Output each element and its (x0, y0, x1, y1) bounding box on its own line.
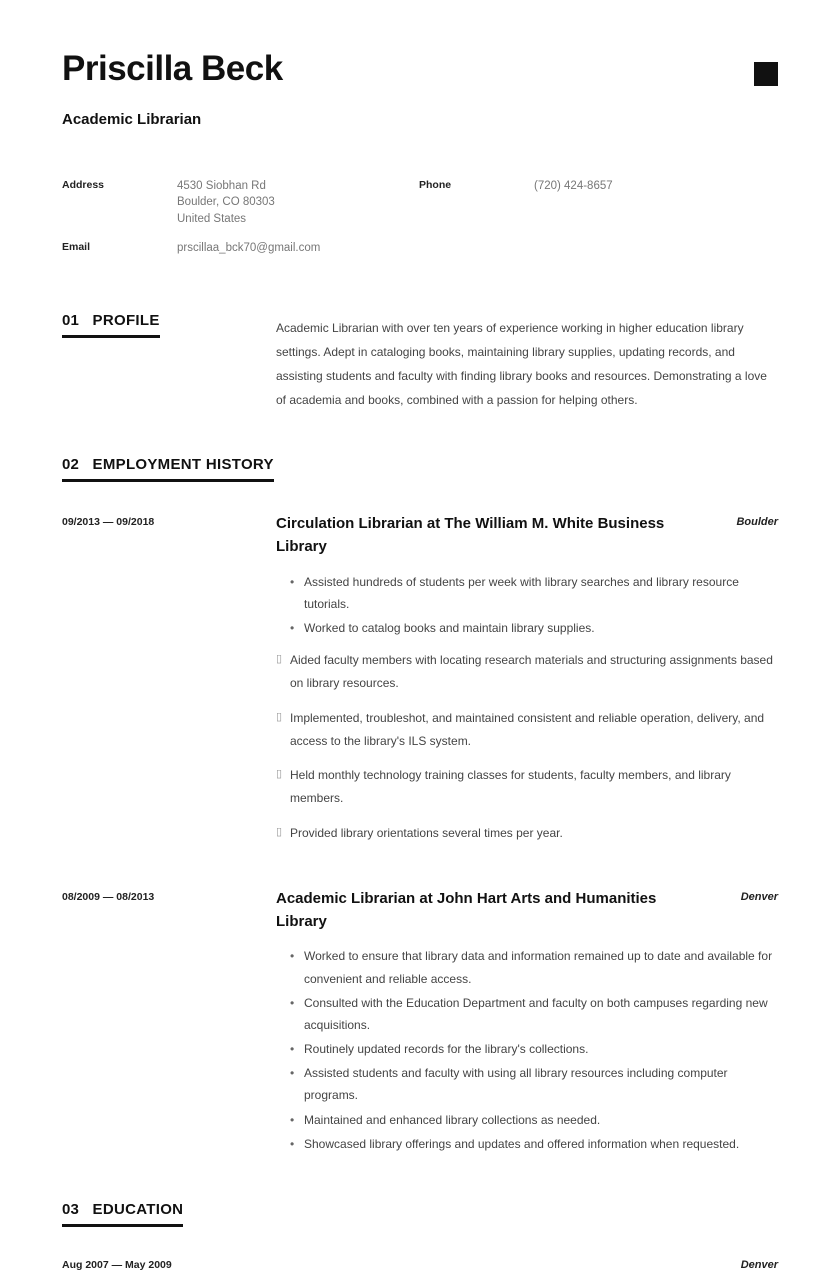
page-title: Priscilla Beck (62, 49, 283, 88)
contact-row-phone (419, 178, 776, 195)
contact-column-left (62, 178, 419, 269)
employment-location: Boulder (736, 516, 778, 529)
list-item-text: Assisted hundreds of students per week with library searches and library resource tutorials. (304, 574, 739, 611)
phone-label: Phone (419, 178, 452, 191)
phone-value: (720) 424-8657 (534, 179, 613, 192)
paragraph-item (276, 649, 778, 695)
paragraph-item (276, 822, 778, 845)
section-title: PROFILE (92, 312, 160, 330)
paragraph-text: Held monthly technology training classes for students, faculty members, and library members. (290, 768, 731, 806)
paragraph-marker-icon: ▯ (276, 826, 283, 839)
paragraph-text: Implemented, troubleshot, and maintained consistent and reliable operation, delivery, and access to the library's ILS system. (290, 710, 765, 748)
address-line-1: 4530 Siobhan Rd (177, 179, 266, 192)
list-item-text: Worked to ensure that library data and information remained up to date and available for convenient and reliable access. (304, 949, 773, 986)
section-title: EDUCATION (92, 1201, 184, 1219)
list-item (276, 992, 778, 1036)
list-item-text: Consulted with the Education Department and faculty on both campuses regarding new acquisitions. (304, 995, 768, 1032)
paragraph-text: Provided library orientations several times per year. (290, 826, 563, 841)
education-entry-body (276, 1255, 778, 1271)
email-value[interactable]: prscillaa_bck70@gmail.com (177, 241, 321, 254)
list-item (276, 1133, 778, 1155)
list-item-text: Assisted students and faculty with using all library resources including computer programs. (304, 1066, 728, 1103)
section-heading-employment (62, 456, 274, 482)
section-number: 03 (62, 1201, 80, 1219)
section-number: 02 (62, 456, 80, 474)
profile-body (62, 316, 778, 412)
list-item (276, 617, 778, 639)
list-item (276, 1038, 778, 1060)
employment-bullet-list (276, 945, 778, 1155)
contact-column-right (419, 178, 776, 269)
address-value (177, 178, 275, 228)
paragraph-item (276, 764, 778, 810)
employment-job-title: Circulation Librarian at The William M. White Business Library (276, 515, 665, 556)
education-entry-head (276, 1255, 778, 1271)
section-education (62, 1201, 778, 1271)
contact-row-address (62, 178, 419, 228)
bullet-dot-icon: • (290, 995, 295, 1010)
employment-entry-head (276, 512, 778, 559)
address-line-2: Boulder, CO 80303 (177, 196, 275, 209)
bullet-dot-icon: • (290, 574, 295, 589)
bullet-dot-icon: • (290, 1066, 295, 1081)
education-location: Denver (740, 1259, 778, 1271)
bullet-dot-icon: • (290, 949, 295, 964)
contact-block (62, 178, 778, 269)
bullet-dot-icon: • (290, 621, 295, 636)
education-entry (62, 1255, 778, 1271)
list-item (276, 945, 778, 989)
section-profile (62, 312, 778, 412)
bullet-dot-icon: • (290, 1042, 295, 1057)
contact-row-email (62, 240, 419, 257)
employment-job-title: Academic Librarian at John Hart Arts and Humanities Library (276, 889, 657, 931)
employment-bullet-list (276, 571, 778, 640)
list-item (276, 1062, 778, 1106)
profile-left-spacer (62, 316, 276, 412)
employment-entry-body (276, 887, 778, 1157)
address-label: Address (62, 178, 105, 191)
employment-entry-body (276, 512, 778, 857)
paragraph-marker-icon: ▯ (276, 710, 283, 723)
employment-entry-head (276, 887, 778, 934)
job-title: Academic Librarian (62, 110, 202, 128)
email-label: Email (62, 240, 91, 253)
photo-placeholder-icon (754, 62, 778, 86)
list-item-text: Routinely updated records for the library's collections. (304, 1042, 589, 1057)
list-item-text: Maintained and enhanced library collections as needed. (304, 1112, 601, 1127)
section-title: EMPLOYMENT HISTORY (92, 456, 274, 474)
list-item (276, 1109, 778, 1131)
list-item-text: Worked to catalog books and maintain library supplies. (304, 621, 595, 636)
paragraph-marker-icon: ▯ (276, 653, 283, 666)
section-number: 01 (62, 312, 80, 330)
employment-date: 08/2009 — 08/2013 (62, 890, 155, 903)
paragraph-item (276, 707, 778, 753)
section-heading-education (62, 1201, 183, 1227)
employment-paragraph-list (276, 649, 778, 845)
profile-text: Academic Librarian with over ten years of experience working in higher education library settings. Adept in cataloging books, maintaining library supplies, updating records, and assisting students and faculty with finding library books and resources. Demonstrating a love of academia and books, combined with a passion for helping others. (276, 321, 767, 408)
bullet-dot-icon: • (290, 1136, 295, 1151)
list-item-text: Showcased library offerings and updates and offered information when requested. (304, 1136, 740, 1151)
employment-location: Denver (740, 890, 778, 903)
paragraph-text: Aided faculty members with locating research materials and structuring assignments based on library resources. (290, 653, 773, 691)
paragraph-marker-icon: ▯ (276, 768, 283, 781)
bullet-dot-icon: • (290, 1112, 295, 1127)
list-item (276, 571, 778, 615)
resume-header (62, 50, 778, 128)
address-line-3: United States (177, 212, 247, 225)
education-date: Aug 2007 — May 2009 (62, 1259, 172, 1271)
employment-entry (62, 512, 778, 857)
employment-date: 09/2013 — 09/2018 (62, 516, 155, 529)
section-employment (62, 456, 778, 1157)
employment-entry (62, 887, 778, 1157)
